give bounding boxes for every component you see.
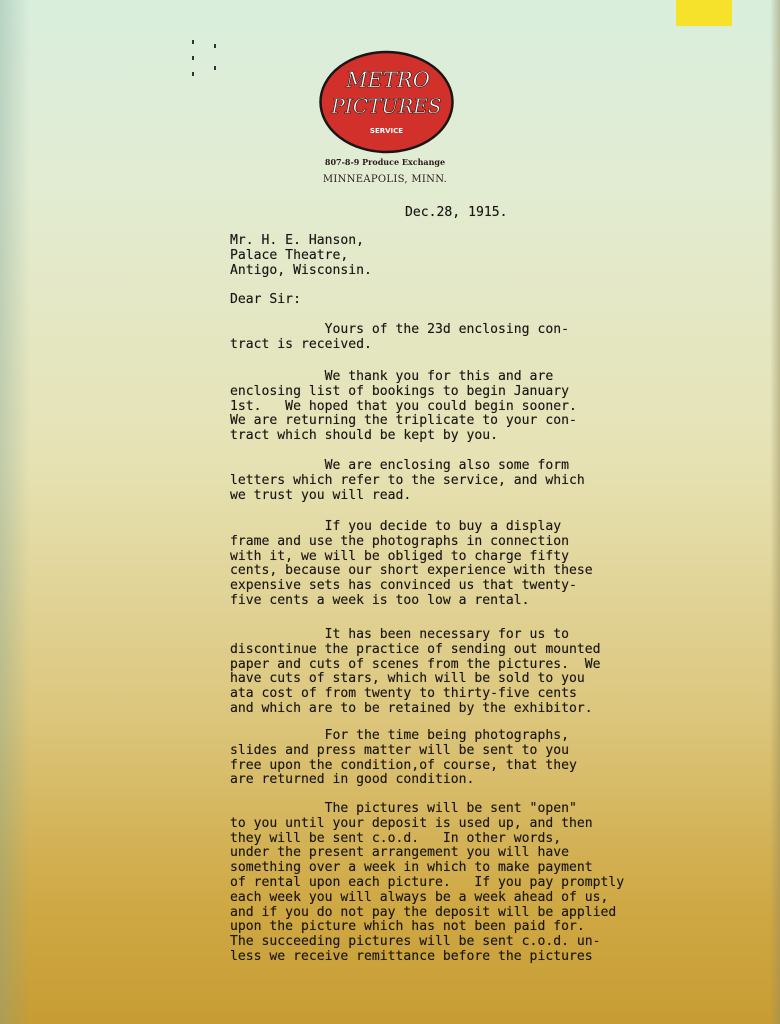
body-line: they will be sent c.o.d. In other words, (230, 830, 562, 846)
body-line: to you until your deposit is used up, and then (230, 815, 593, 831)
sticky-note (676, 0, 732, 26)
body-line: we trust you will read. (230, 487, 412, 503)
logo-word-service: SERVICE (369, 127, 404, 135)
body-line: and if you do not pay the deposit will be applied (230, 904, 617, 920)
body-line: ata cost of from twenty to thirty-five cents (230, 686, 577, 702)
body-line: If you decide to buy a display (230, 519, 562, 534)
body-line: under the present arrangement you will have (230, 845, 569, 861)
body-line: We thank you for this and are (230, 369, 554, 384)
body-line: are returned in good condition. (230, 772, 475, 788)
body-line: We are enclosing also some form (230, 458, 569, 473)
body-line: letters which refer to the service, and which (230, 472, 585, 488)
logo-word-pictures: PICTURES (331, 94, 442, 118)
recipient-line: Antigo, Wisconsin. (230, 263, 372, 278)
body-line: and which are to be retained by the exhibitor. (230, 701, 593, 716)
body-line: with it, we will be obliged to charge fifty (230, 548, 569, 564)
body-line: each week you will always be a week ahead of us, (230, 889, 609, 905)
recipient-line: Mr. H. E. Hanson, (230, 233, 365, 248)
body-line: paper and cuts of scenes from the pictures. We (230, 656, 601, 672)
salutation: Dear Sir: (230, 292, 301, 307)
body-line: We are returning the triplicate to your con- (230, 413, 577, 429)
body-line: 1st. We hoped that you could begin sooner. (230, 398, 577, 414)
body-line: something over a week in which to make payment (230, 860, 593, 876)
metro-pictures-logo (318, 50, 455, 154)
letterhead-city: MINNEAPOLIS, MINN. (322, 174, 448, 185)
pin-hole (192, 72, 194, 76)
body-line: of rental upon each picture. If you pay promptly (230, 875, 625, 890)
body-line: free upon the condition,of course, that they (230, 757, 577, 773)
body-line: The succeeding pictures will be sent c.o.d. un- (230, 934, 601, 950)
recipient-line: Palace Theatre, (230, 248, 349, 263)
body-line: frame and use the photographs in connection (230, 533, 569, 549)
body-line: five cents a week is too low a rental. (230, 593, 530, 608)
body-line: tract which should be kept by you. (230, 428, 499, 444)
letter-date: Dec.28, 1915. (405, 205, 508, 220)
body-line: discontinue the practice of sending out mounted (230, 641, 601, 657)
body-line: enclosing list of bookings to begin January (230, 383, 569, 399)
body-line: slides and press matter will be sent to you (230, 742, 569, 758)
body-line: For the time being photographs, (230, 728, 569, 743)
pin-hole (192, 40, 194, 44)
body-line: The pictures will be sent "open" (230, 801, 577, 816)
body-line: less we receive remittance before the pictures (230, 949, 593, 964)
body-line: tract is received. (230, 336, 372, 352)
body-line: have cuts of stars, which will be sold to you (230, 671, 585, 687)
logo-word-metro: METRO (346, 68, 430, 92)
pin-hole (192, 56, 194, 60)
pin-hole (214, 44, 216, 48)
frame-edge-right (770, 0, 780, 1024)
frame-edge-left (0, 0, 30, 1024)
body-line: expensive sets has convinced us that twenty- (230, 578, 577, 594)
body-line: Yours of the 23d enclosing con- (230, 322, 569, 337)
body-line: cents, because our short experience with these (230, 563, 593, 579)
body-line: upon the picture which has not been paid for. (230, 919, 585, 935)
body-line: It has been necessary for us to (230, 627, 569, 642)
letterhead-address: 807-8-9 Produce Exchange (324, 157, 446, 167)
pin-hole (214, 66, 216, 70)
